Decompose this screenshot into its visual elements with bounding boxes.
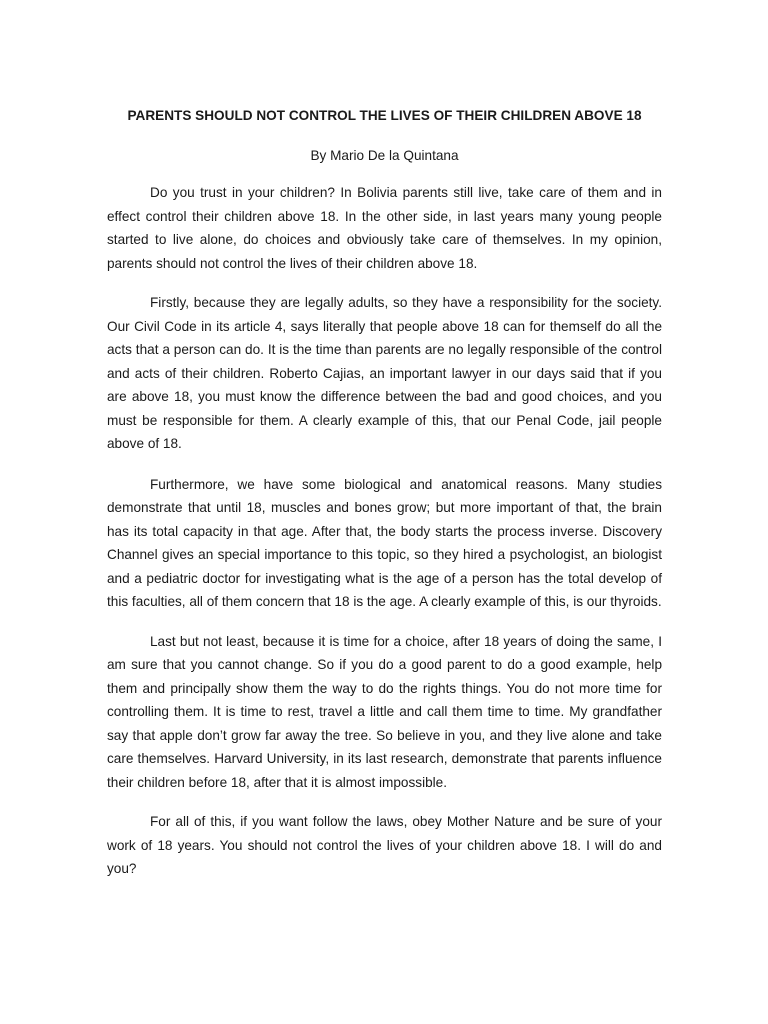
document-body [107, 106, 662, 881]
paragraph-5: For all of this, if you want follow the laws, obey Mother Nature and be sure of your work of 18 years. You should not control the lives of your children above 18. I will do and you? [107, 814, 662, 876]
paragraph-4: Last but not least, because it is time for a choice, after 18 years of doing the same, I am sure that you cannot change. So if you do a good parent to do a good example, help them and principally show them the way to do the rights things. You do not more time for controlling them. It is time to rest, travel a little and call them time to time. My grandfather say that apple don’t grow far away the tree. So believe in you, and they live alone and take care themselves. Harvard University, in its last research, demonstrate that parents influence their children before 18, after that it is almost impossible. [107, 633, 662, 790]
paragraph-1: Do you trust in your children? In Bolivia parents still live, take care of them and in effect control their children above 18. In the other side, in last years many young people started to live alone, do choices and obviously take care of themselves. In my opinion, parents should not control the lives of their children above 18. [107, 185, 662, 271]
document-title: PARENTS SHOULD NOT CONTROL THE LIVES OF THEIR CHILDREN ABOVE 18 [127, 108, 642, 123]
paragraph-3: Furthermore, we have some biological and anatomical reasons. Many studies demonstrate that until 18, muscles and bones grow; but more important of that, the brain has its total capacity in that age. After that, the body starts the process inverse. Discovery Channel gives an special importance to this topic, so they hired a psychologist, an biologist and a pediatric doctor for investigating what is the age of a person has the total develop of this faculties, all of them concern that 18 is the age. A clearly example of this, is our thyroids. [107, 476, 662, 609]
author-byline: By Mario De la Quintana [310, 148, 459, 163]
paragraph-2: Firstly, because they are legally adults, so they have a responsibility for the society. Our Civil Code in its article 4, says literally that people above 18 can for themself do all the acts that a person can do. It is the time than parents are no legally responsible of the control and acts of their children. Roberto Cajias, an important lawyer in our days said that if you are above 18, you must know the difference between the bad and good choices, and you must be responsible for them. A clearly example of this, that our Penal Code, jail people above of 18. [107, 295, 662, 451]
